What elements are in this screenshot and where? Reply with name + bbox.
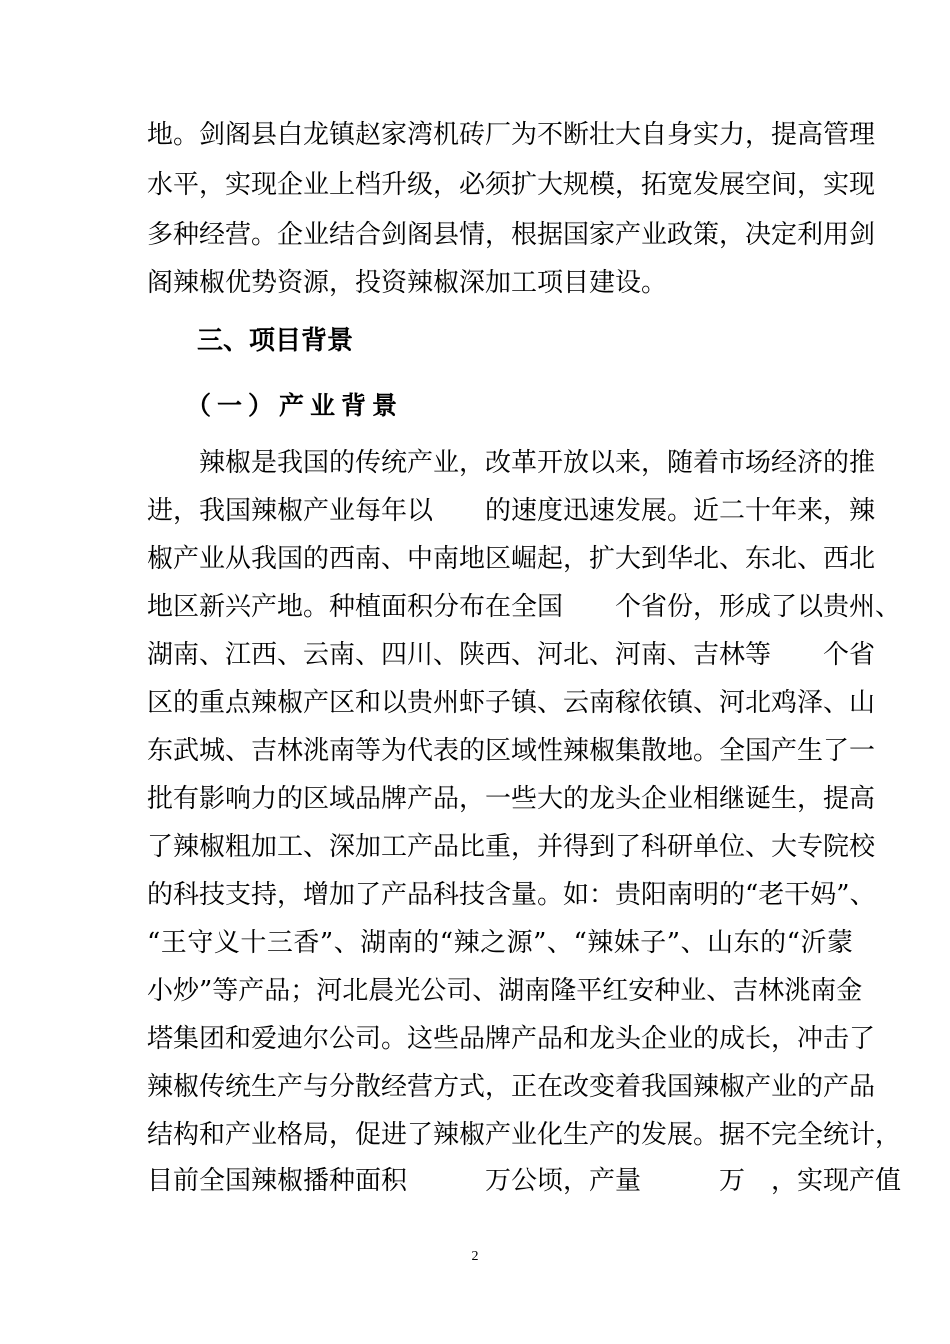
paragraph-line: 进，我国辣椒产业每年以 的速度迅速发展。近二十年来，辣 — [147, 496, 876, 526]
paragraph-line: 区的重点辣椒产区和以贵州虾子镇、云南稼依镇、河北鸡泽、山 — [147, 688, 876, 718]
section-heading: 三、项目背景 — [197, 326, 354, 356]
paragraph-line: 阁辣椒优势资源，投资辣椒深加工项目建设。 — [147, 268, 668, 298]
paragraph-line: 湖南、江西、云南、四川、陕西、河北、河南、吉林等 个省 — [147, 640, 876, 670]
paragraph-line: 结构和产业格局，促进了辣椒产业化生产的发展。据不完全统计， — [147, 1120, 902, 1150]
paragraph-line: 了辣椒粗加工、深加工产品比重，并得到了科研单位、大专院校 — [147, 832, 876, 862]
paragraph-line: 多种经营。企业结合剑阁县情，根据国家产业政策，决定利用剑 — [147, 220, 876, 250]
paragraph-line: 批有影响力的区域品牌产品，一些大的龙头企业相继诞生，提高 — [147, 784, 876, 814]
paragraph-line: 辣椒传统生产与分散经营方式，正在改变着我国辣椒产业的产品 — [147, 1072, 876, 1102]
paragraph-line: 辣椒是我国的传统产业，改革开放以来，随着市场经济的推 — [147, 448, 876, 478]
paragraph-line: 目前全国辣椒播种面积 万公顷，产量 万 ，实现产值 — [147, 1166, 902, 1196]
paragraph-line: 东武城、吉林洮南等为代表的区域性辣椒集散地。全国产生了一 — [147, 736, 876, 766]
page-number: 2 — [471, 1249, 479, 1264]
paragraph-line: 椒产业从我国的西南、中南地区崛起，扩大到华北、东北、西北 — [147, 544, 876, 574]
paragraph-line: 的科技支持，增加了产品科技含量。如：贵阳南明的“老干妈”、 — [147, 880, 876, 910]
paragraph-line: 地区新兴产地。种植面积分布在全国 个省份，形成了以贵州、 — [147, 592, 902, 622]
paragraph-line: 塔集团和爱迪尔公司。这些品牌产品和龙头企业的成长，冲击了 — [147, 1024, 876, 1054]
paragraph-line: “王守义十三香”、湖南的“辣之源”、“辣妹子”、山东的“沂蒙 — [147, 928, 853, 958]
paragraph-line: 小炒”等产品；河北晨光公司、湖南隆平红安种业、吉林洮南金 — [147, 976, 863, 1006]
paragraph-line: 水平，实现企业上档升级，必须扩大规模，拓宽发展空间，实现 — [147, 170, 876, 200]
subsection-heading: （一）产业背景 — [186, 391, 404, 420]
paragraph-line: 地。剑阁县白龙镇赵家湾机砖厂为不断壮大自身实力，提高管理 — [147, 120, 876, 150]
